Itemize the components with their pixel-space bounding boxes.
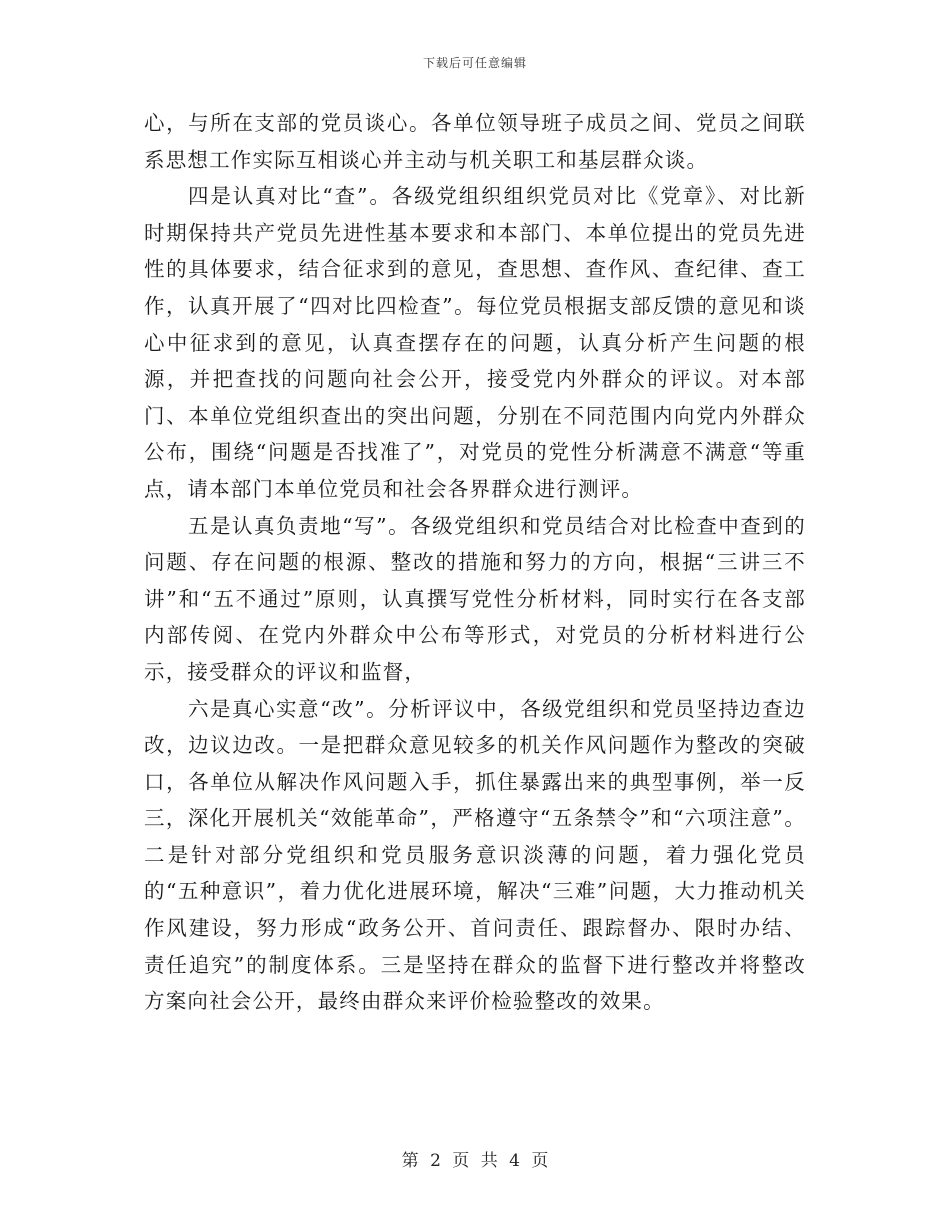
paragraph-4: 六是真心实意“改”。分析评议中，各级党组织和党员坚持边查边改，边议边改。一是把群众意见较多的机关作风问题作为整改的突破口，各单位从解决作风问题入手，抓住暴露出来的典型事例，举一反三，深化开展机关“效能革命”，严格遵守“五条禁令”和“六项注意”。二是针对部分党组织和党员服务意识淡薄的问题，着力强化党员的“五种意识”，着力优化进展环境，解决“三难”问题，大力推动机关作风建设，努力形成“政务公开、首问责任、跟踪督办、限时办结、责任追究”的制度体系。三是坚持在群众的监督下进行整改并将整改方案向社会公开，最终由群众来评价检验整改的效果。 [144,696,806,1014]
paragraph-3: 五是认真负责地“写”。各级党组织和党员结合对比检查中查到的问题、存在问题的根源、整改的措施和努力的方向，根据“三讲三不讲”和“五不通过”原则，认真撰写党性分析材料，同时实行在各支部内部传阅、在党内外群众中公布等形式，对党员的分析材料进行公示，接受群众的评议和监督， [144,513,806,684]
paragraph-1: 心，与所在支部的党员谈心。各单位领导班子成员之间、党员之间联系思想工作实际互相谈心并主动与机关职工和基层群众谈。 [144,111,806,172]
page-header-note: 下载后可任意编辑 [422,56,527,70]
paragraph-2: 四是认真对比“查”。各级党组织组织党员对比《党章》、对比新时期保持共产党员先进性基本要求和本部门、本单位提出的党员先进性的具体要求，结合征求到的意见，查思想、查作风、查纪律、查工作，认真开展了“四对比四检查”。每位党员根据支部反馈的意见和谈心中征求到的意见，认真查摆存在的问题，认真分析产生问题的根源，并把查找的问题向社会公开，接受党内外群众的评议。对本部门、本单位党组织查出的突出问题，分别在不同范围内向党内外群众公布，围绕“问题是否找准了”，对党员的党性分析满意不满意“等重点，请本部门本单位党员和社会各界群众进行测评。 [144,184,806,501]
page-number-footer: 第 2 页 共 4 页 [401,1151,549,1171]
document-body [144,105,806,1020]
